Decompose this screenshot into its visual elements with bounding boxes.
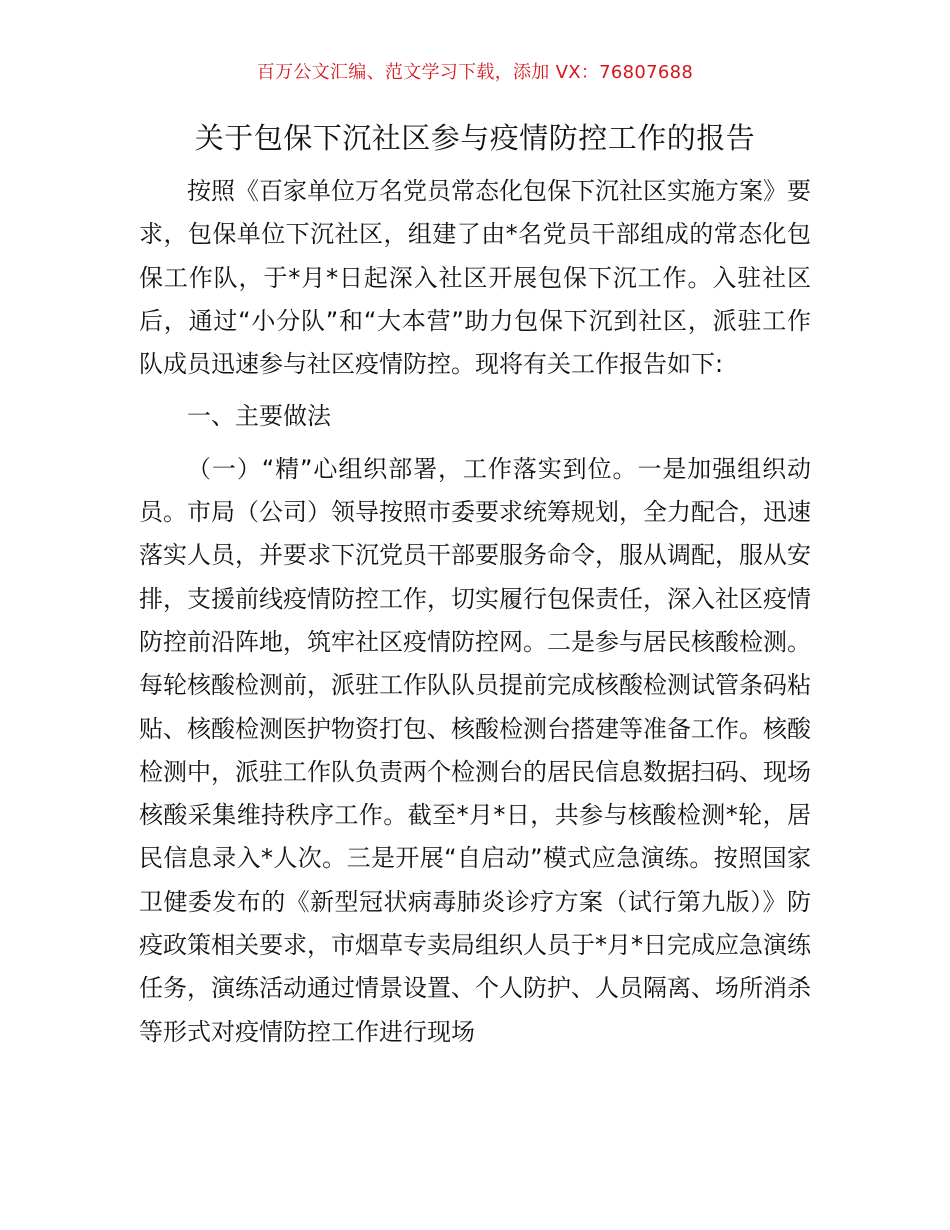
- document-title: 关于包保下沉社区参与疫情防控工作的报告: [194, 121, 756, 155]
- header-promo-note: 百万公文汇编、范文学习下载，添加 VX：76807688: [256, 62, 694, 83]
- document-body: [139, 170, 811, 1054]
- section-paragraph: （一）“精”心组织部署，工作落实到位。一是加强组织动员。市局（公司）领导按照市委要求统筹规划，全力配合，迅速落实人员，并要求下沉党员干部要服务命令，服从调配，服从安排，支援前线疫情防控工作，切实履行包保责任，深入社区疫情防控前沿阵地，筑牢社区疫情防控网。二是参与居民核酸检测。每轮核酸检测前，派驻工作队队员提前完成核酸检测试管条码粘贴、核酸检测医护物资打包、核酸检测台搭建等准备工作。核酸检测中，派驻工作队负责两个检测台的居民信息数据扫码、现场核酸采集维持秩序工作。截至*月*日，共参与核酸检测*轮，居民信息录入*人次。三是开展“自启动”模式应急演练。按照国家卫健委发布的《新型冠状病毒肺炎诊疗方案（试行第九版）》防疫政策相关要求，市烟草专卖局组织人员于*月*日完成应急演练任务，演练活动通过情景设置、个人防护、人员隔离、场所消杀等形式对疫情防控工作进行现场: [139, 454, 811, 1046]
- section-heading: 一、主要做法: [187, 402, 331, 431]
- intro-paragraph: 按照《百家单位万名党员常态化包保下沉社区实施方案》要求，包保单位下沉社区，组建了由*名党员干部组成的常态化包保工作队，于*月*日起深入社区开展包保下沉工作。入驻社区后，通过“小分队”和“大本营”助力包保下沉到社区，派驻工作队成员迅速参与社区疫情防控。现将有关工作报告如下:: [139, 177, 811, 379]
